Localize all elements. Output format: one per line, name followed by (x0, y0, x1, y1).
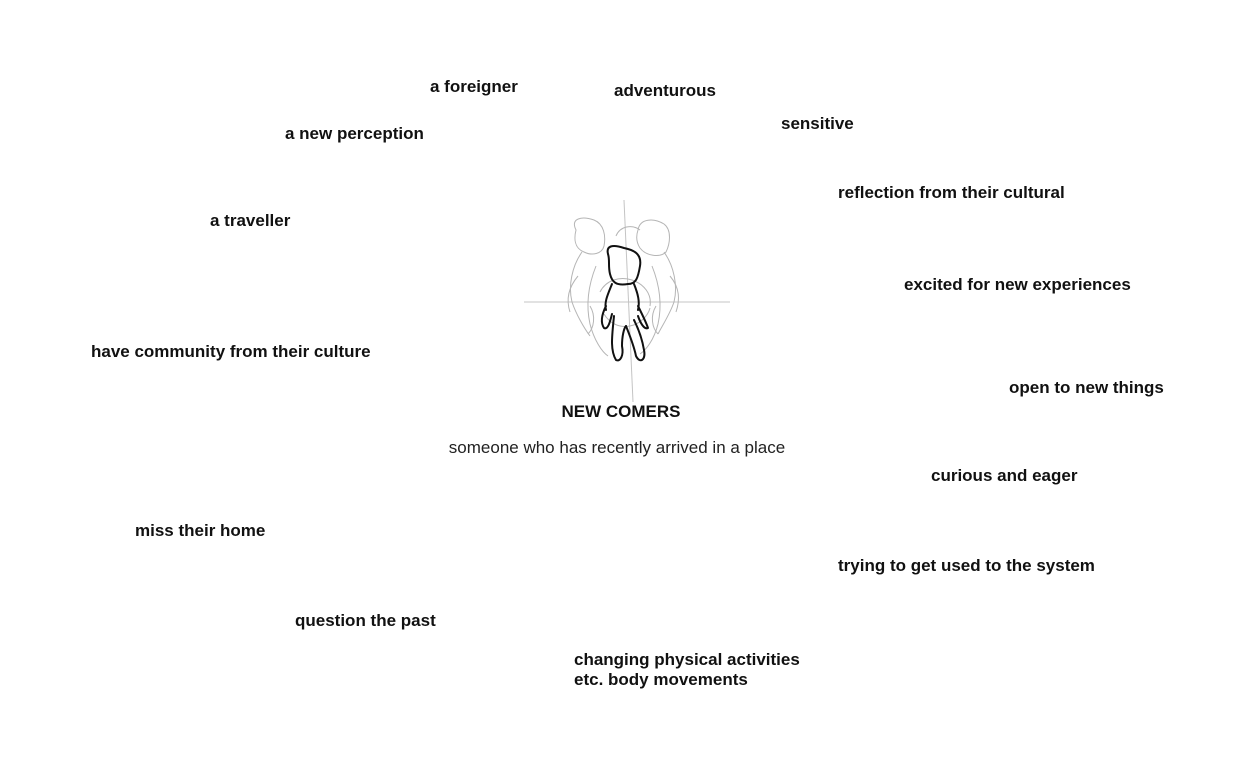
word-a-foreigner: a foreigner (430, 77, 518, 96)
word-open-to-new-things: open to new things (1009, 378, 1164, 397)
word-sensitive: sensitive (781, 114, 854, 133)
center-definition: someone who has recently arrived in a place (448, 438, 786, 457)
sketch-vertical-line (624, 200, 633, 402)
word-have-community: have community from their culture (91, 342, 371, 361)
sketch-main-figure (602, 246, 648, 360)
word-changing-line-2: etc. body movements (574, 670, 748, 689)
center-title: NEW COMERS (561, 402, 681, 421)
word-trying-to-get-used: trying to get used to the system (838, 556, 1095, 575)
word-reflection-from-their-cultural: reflection from their cultural (838, 183, 1065, 202)
word-adventurous: adventurous (614, 81, 717, 100)
word-a-traveller: a traveller (210, 211, 291, 230)
word-miss-their-home: miss their home (135, 521, 266, 540)
word-curious-and-eager: curious and eager (931, 466, 1078, 485)
word-excited-for-new-experiences: excited for new experiences (904, 275, 1131, 294)
word-changing-physical-activities (574, 650, 800, 690)
person-sketch-icon (520, 196, 734, 406)
word-a-new-perception: a new perception (285, 124, 424, 143)
word-question-the-past: question the past (295, 611, 436, 630)
word-changing-line-1: changing physical activities (574, 650, 800, 669)
